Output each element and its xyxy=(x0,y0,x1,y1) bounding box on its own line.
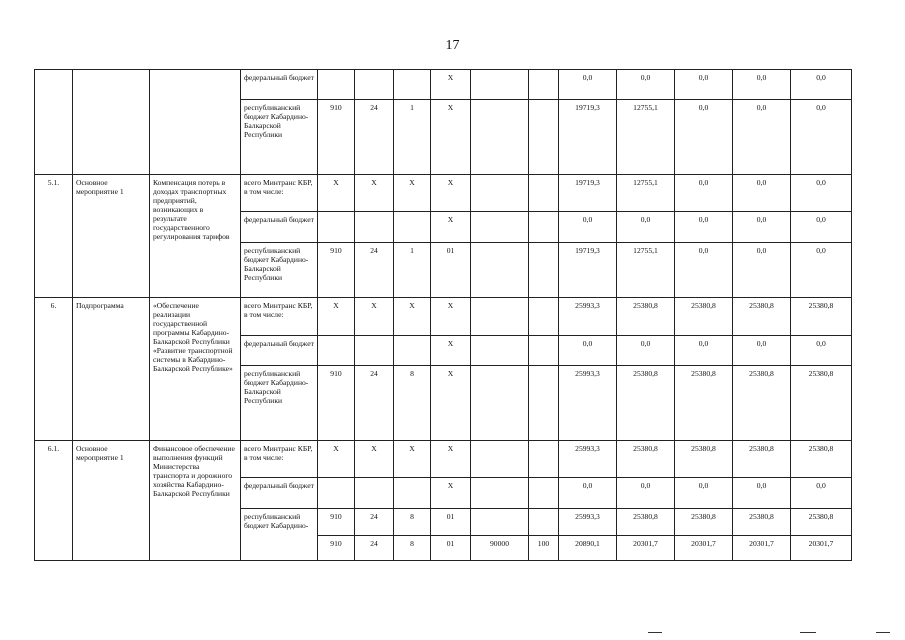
cell-code-rz: X xyxy=(355,298,394,336)
cell-code-rz: X xyxy=(355,175,394,212)
cell-amount-year-5: 0,0 xyxy=(791,100,852,175)
cell-amount-year-1: 0,0 xyxy=(559,70,617,100)
cell-amount-year-3: 0,0 xyxy=(675,175,733,212)
cell-amount-year-2: 25380,8 xyxy=(617,441,675,478)
cell-funding-source: федеральный бюджет xyxy=(241,70,318,100)
cell-amount-year-3: 0,0 xyxy=(675,100,733,175)
cell-code-rz: X xyxy=(355,441,394,478)
cell-code-csr: X xyxy=(431,70,471,100)
cell-code-csr: X xyxy=(431,100,471,175)
cell-code-pr: X xyxy=(394,298,431,336)
cell-funding-source: республиканский бюджет Кабардино- xyxy=(241,509,318,561)
cell-code-rz: 24 xyxy=(355,536,394,561)
cell-code-rz xyxy=(355,70,394,100)
cell-code-rz xyxy=(355,478,394,509)
cell-amount-year-3: 0,0 xyxy=(675,478,733,509)
table-row xyxy=(35,175,852,212)
cell-code-rz: 24 xyxy=(355,243,394,298)
cell-amount-year-4: 0,0 xyxy=(733,70,791,100)
cell-code-csr-sub xyxy=(471,478,529,509)
cell-amount-year-4: 0,0 xyxy=(733,478,791,509)
cell-code-csr: X xyxy=(431,441,471,478)
cell-amount-year-5: 25380,8 xyxy=(791,441,852,478)
cell-item-type: Основное мероприятие 1 xyxy=(73,175,150,298)
cell-code-grbs: X xyxy=(318,298,355,336)
cell-item-name: Финансовое обеспечение выполнения функций Министерства транспорта и дорожного хозяйства Кабардино-Балкарской Республики xyxy=(150,441,241,561)
cell-amount-year-3: 0,0 xyxy=(675,212,733,243)
cell-code-csr-sub xyxy=(471,212,529,243)
cell-amount-year-4: 0,0 xyxy=(733,100,791,175)
cell-amount-year-3: 25380,8 xyxy=(675,509,733,536)
cell-code-csr-sub xyxy=(471,70,529,100)
cell-code-pr: 1 xyxy=(394,243,431,298)
cell-code-csr-sub xyxy=(471,441,529,478)
cell-code-csr-sub xyxy=(471,366,529,441)
cell-amount-year-2: 0,0 xyxy=(617,478,675,509)
cell-amount-year-1: 25993,3 xyxy=(559,366,617,441)
cell-code-pr xyxy=(394,70,431,100)
cell-code-vr xyxy=(529,509,559,536)
cell-funding-source: федеральный бюджет xyxy=(241,478,318,509)
cell-amount-year-5: 0,0 xyxy=(791,70,852,100)
cell-amount-year-1: 0,0 xyxy=(559,336,617,366)
cell-amount-year-3: 0,0 xyxy=(675,243,733,298)
cell-code-pr xyxy=(394,212,431,243)
cell-amount-year-4: 0,0 xyxy=(733,175,791,212)
cell-amount-year-2: 0,0 xyxy=(617,212,675,243)
page-edge-line xyxy=(876,632,890,633)
cell-funding-source: всего Минтранс КБР, в том числе: xyxy=(241,175,318,212)
cell-code-rz xyxy=(355,212,394,243)
cell-code-rz xyxy=(355,336,394,366)
cell-item-name: Компенсация потерь в доходах транспортных предприятий, возникающих в результате государственного регулирования тарифов xyxy=(150,175,241,298)
cell-code-grbs: X xyxy=(318,175,355,212)
cell-code-csr-sub xyxy=(471,336,529,366)
cell-amount-year-4: 0,0 xyxy=(733,243,791,298)
cell-code-grbs xyxy=(318,336,355,366)
cell-code-pr xyxy=(394,336,431,366)
cell-amount-year-5: 0,0 xyxy=(791,336,852,366)
cell-row-number: 6. xyxy=(35,298,73,441)
cell-code-csr: X xyxy=(431,478,471,509)
cell-item-type: Подпрограмма xyxy=(73,298,150,441)
cell-code-pr: X xyxy=(394,175,431,212)
cell-code-csr: X xyxy=(431,298,471,336)
cell-amount-year-3: 25380,8 xyxy=(675,298,733,336)
cell-code-vr xyxy=(529,366,559,441)
cell-code-vr xyxy=(529,212,559,243)
cell-code-vr xyxy=(529,243,559,298)
cell-code-rz: 24 xyxy=(355,366,394,441)
cell-amount-year-4: 25380,8 xyxy=(733,298,791,336)
cell-code-pr xyxy=(394,478,431,509)
cell-funding-source: республиканский бюджет Кабардино-Балкарской Республики xyxy=(241,100,318,175)
cell-code-vr xyxy=(529,100,559,175)
cell-amount-year-2: 12755,1 xyxy=(617,100,675,175)
cell-amount-year-1: 19719,3 xyxy=(559,243,617,298)
cell-amount-year-2: 25380,8 xyxy=(617,509,675,536)
cell-funding-source: всего Минтранс КБР, в том числе: xyxy=(241,441,318,478)
cell-code-rz: 24 xyxy=(355,509,394,536)
cell-amount-year-1: 20890,1 xyxy=(559,536,617,561)
cell-code-csr-sub xyxy=(471,509,529,536)
cell-code-csr: 01 xyxy=(431,536,471,561)
cell-code-csr: 01 xyxy=(431,243,471,298)
cell-code-csr: X xyxy=(431,366,471,441)
cell-amount-year-3: 25380,8 xyxy=(675,366,733,441)
cell-amount-year-4: 25380,8 xyxy=(733,441,791,478)
cell-funding-source: всего Минтранс КБР, в том числе: xyxy=(241,298,318,336)
cell-code-rz: 24 xyxy=(355,100,394,175)
cell-amount-year-4: 0,0 xyxy=(733,212,791,243)
cell-code-pr: 8 xyxy=(394,536,431,561)
cell-code-grbs: 910 xyxy=(318,536,355,561)
page-edge-line xyxy=(800,632,816,633)
cell-amount-year-5: 0,0 xyxy=(791,175,852,212)
cell-amount-year-5: 20301,7 xyxy=(791,536,852,561)
budget-table xyxy=(34,69,852,561)
cell-funding-source: республиканский бюджет Кабардино-Балкарской Республики xyxy=(241,243,318,298)
cell-code-csr-sub xyxy=(471,175,529,212)
cell-code-pr: 8 xyxy=(394,366,431,441)
cell-amount-year-5: 0,0 xyxy=(791,212,852,243)
cell-code-pr: X xyxy=(394,441,431,478)
cell-item-name xyxy=(150,70,241,175)
cell-code-vr xyxy=(529,336,559,366)
cell-funding-source: федеральный бюджет xyxy=(241,336,318,366)
cell-item-name: «Обеспечение реализации государственной программы Кабардино-Балкарской Республики «Развитие транспортной системы в Кабардино-Балкарской Республике» xyxy=(150,298,241,441)
cell-amount-year-4: 0,0 xyxy=(733,336,791,366)
cell-code-grbs: 910 xyxy=(318,366,355,441)
cell-amount-year-3: 0,0 xyxy=(675,336,733,366)
page-edge-line xyxy=(648,632,662,633)
cell-code-csr-sub xyxy=(471,100,529,175)
cell-funding-source: республиканский бюджет Кабардино-Балкарской Республики xyxy=(241,366,318,441)
cell-code-grbs xyxy=(318,212,355,243)
cell-code-csr: X xyxy=(431,212,471,243)
cell-amount-year-2: 20301,7 xyxy=(617,536,675,561)
cell-amount-year-1: 0,0 xyxy=(559,478,617,509)
cell-amount-year-1: 19719,3 xyxy=(559,175,617,212)
cell-code-pr: 8 xyxy=(394,509,431,536)
table-row xyxy=(35,298,852,336)
cell-code-csr: X xyxy=(431,175,471,212)
cell-amount-year-3: 0,0 xyxy=(675,70,733,100)
cell-amount-year-5: 25380,8 xyxy=(791,298,852,336)
table-row xyxy=(35,70,852,100)
cell-amount-year-2: 0,0 xyxy=(617,336,675,366)
cell-amount-year-1: 19719,3 xyxy=(559,100,617,175)
cell-amount-year-5: 25380,8 xyxy=(791,366,852,441)
cell-code-csr-sub xyxy=(471,298,529,336)
cell-amount-year-1: 25993,3 xyxy=(559,298,617,336)
cell-row-number: 5.1. xyxy=(35,175,73,298)
cell-amount-year-1: 0,0 xyxy=(559,212,617,243)
cell-amount-year-4: 20301,7 xyxy=(733,536,791,561)
cell-code-grbs: X xyxy=(318,441,355,478)
cell-code-csr-sub: 90000 xyxy=(471,536,529,561)
cell-code-pr: 1 xyxy=(394,100,431,175)
cell-code-csr-sub xyxy=(471,243,529,298)
cell-code-vr xyxy=(529,441,559,478)
cell-amount-year-2: 12755,1 xyxy=(617,243,675,298)
cell-code-vr xyxy=(529,298,559,336)
cell-code-csr: X xyxy=(431,336,471,366)
cell-amount-year-4: 25380,8 xyxy=(733,366,791,441)
cell-row-number xyxy=(35,70,73,175)
cell-code-vr xyxy=(529,478,559,509)
cell-amount-year-2: 25380,8 xyxy=(617,366,675,441)
cell-amount-year-1: 25993,3 xyxy=(559,509,617,536)
cell-amount-year-2: 0,0 xyxy=(617,70,675,100)
cell-item-type xyxy=(73,70,150,175)
cell-amount-year-4: 25380,8 xyxy=(733,509,791,536)
cell-code-vr xyxy=(529,70,559,100)
cell-amount-year-3: 25380,8 xyxy=(675,441,733,478)
cell-amount-year-5: 25380,8 xyxy=(791,509,852,536)
cell-code-grbs: 910 xyxy=(318,509,355,536)
cell-code-grbs: 910 xyxy=(318,100,355,175)
page-number: 17 xyxy=(445,38,460,53)
cell-code-grbs: 910 xyxy=(318,243,355,298)
cell-code-grbs xyxy=(318,70,355,100)
cell-code-vr: 100 xyxy=(529,536,559,561)
cell-amount-year-2: 25380,8 xyxy=(617,298,675,336)
cell-amount-year-1: 25993,3 xyxy=(559,441,617,478)
cell-code-grbs xyxy=(318,478,355,509)
cell-code-csr: 01 xyxy=(431,509,471,536)
cell-item-type: Основное мероприятие 1 xyxy=(73,441,150,561)
cell-funding-source: федеральный бюджет xyxy=(241,212,318,243)
cell-row-number: 6.1. xyxy=(35,441,73,561)
table-row xyxy=(35,441,852,478)
cell-amount-year-5: 0,0 xyxy=(791,243,852,298)
cell-amount-year-3: 20301,7 xyxy=(675,536,733,561)
cell-code-vr xyxy=(529,175,559,212)
cell-amount-year-2: 12755,1 xyxy=(617,175,675,212)
cell-amount-year-5: 0,0 xyxy=(791,478,852,509)
